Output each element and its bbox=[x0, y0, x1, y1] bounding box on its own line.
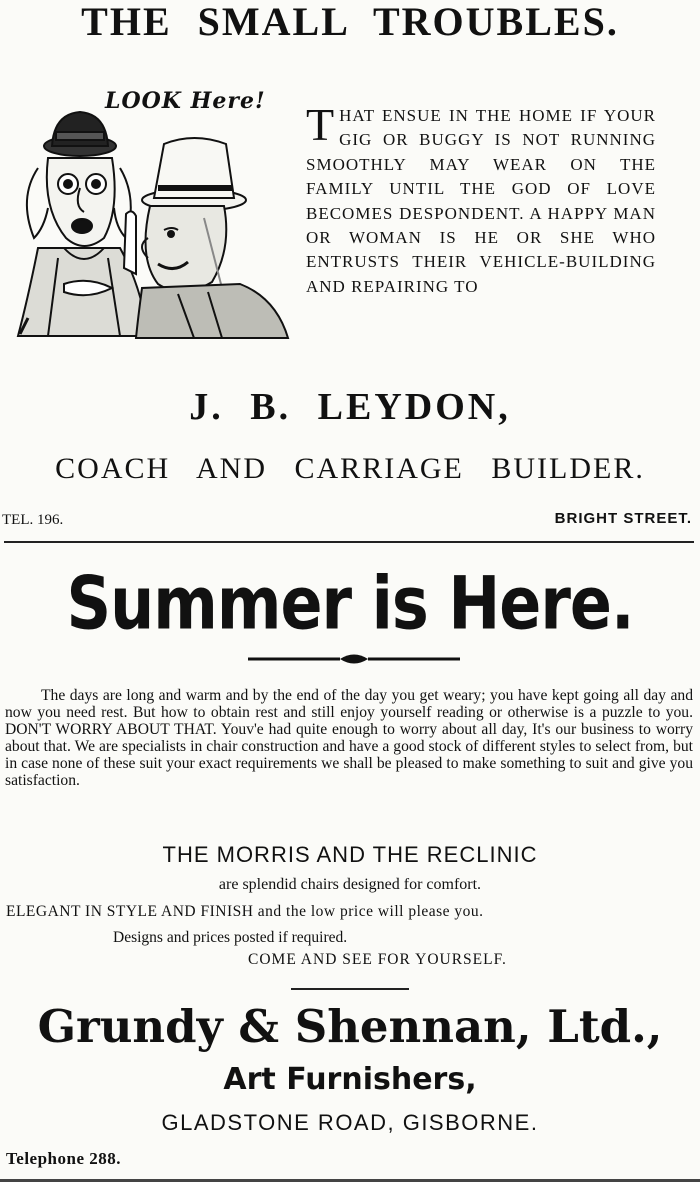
ad1-headline: THE SMALL TROUBLES. bbox=[81, 0, 619, 44]
ornamental-rule-icon bbox=[248, 652, 460, 666]
ad1-street: BRIGHT STREET. bbox=[554, 510, 692, 527]
cartoon-caption: LOOK Here! bbox=[105, 88, 266, 114]
ad2-products: THE MORRIS AND THE RECLINIC bbox=[162, 842, 538, 867]
ad2-designs-line: Designs and prices posted if required. bbox=[113, 929, 348, 946]
ad2-telephone: Telephone 288. bbox=[6, 1149, 122, 1168]
ad2-body-text: The days are long and warm and by the end of the day you get weary; you have kept going all day and now you need rest. But how to obtain rest and still enjoy yourself reading or otherwise is a puzzle to you. DON'T WORRY ABOUT THAT. Youv'e had quite enough to worry about all day, It's our business to worry about that. We are specialists in chair construction and have a good stock of different styles to select from, but in case none of these suit your exact requirements we shall be pleased to make something to suit and give you satisfaction. bbox=[5, 687, 693, 789]
ad1-body: HAT ENSUE IN THE HOME IF YOUR GIG OR BUGGY IS NOT RUNNING SMOOTHLY MAY WEAR ON THE FAMILY UNTIL THE GOD OF LOVE BECOMES DESPONDENT. A HAPPY MAN OR WOMAN IS HE OR SHE WHO ENTRUSTS THEIR VEHICLE-BUILDING AND REPAIRING TO bbox=[306, 106, 656, 296]
drop-cap: T bbox=[306, 99, 336, 150]
cartoon-illustration bbox=[8, 88, 293, 348]
ad2-headline: Summer is Here. bbox=[66, 560, 634, 647]
two-men-drawing bbox=[8, 88, 293, 348]
ad1-body-text bbox=[306, 99, 656, 299]
ad2-style-line: ELEGANT IN STYLE AND FINISH and the low price will please you. bbox=[6, 903, 484, 920]
ad-divider bbox=[4, 541, 694, 543]
advertiser-name: J. B. LEYDON, bbox=[189, 386, 511, 428]
ad2-address: GLADSTONE ROAD, GISBORNE. bbox=[161, 1110, 539, 1135]
ad2-come-line: COME AND SEE FOR YOURSELF. bbox=[248, 951, 507, 968]
ad1-telephone: TEL. 196. bbox=[2, 512, 64, 528]
ad2-company: Grundy & Shennan, Ltd., bbox=[37, 1000, 663, 1053]
ad2-trade: Art Furnishers, bbox=[223, 1062, 477, 1097]
ad2-tagline: are splendid chairs designed for comfort. bbox=[218, 876, 482, 893]
short-rule bbox=[291, 988, 409, 990]
advertiser-trade: COACH AND CARRIAGE BUILDER. bbox=[55, 452, 645, 485]
